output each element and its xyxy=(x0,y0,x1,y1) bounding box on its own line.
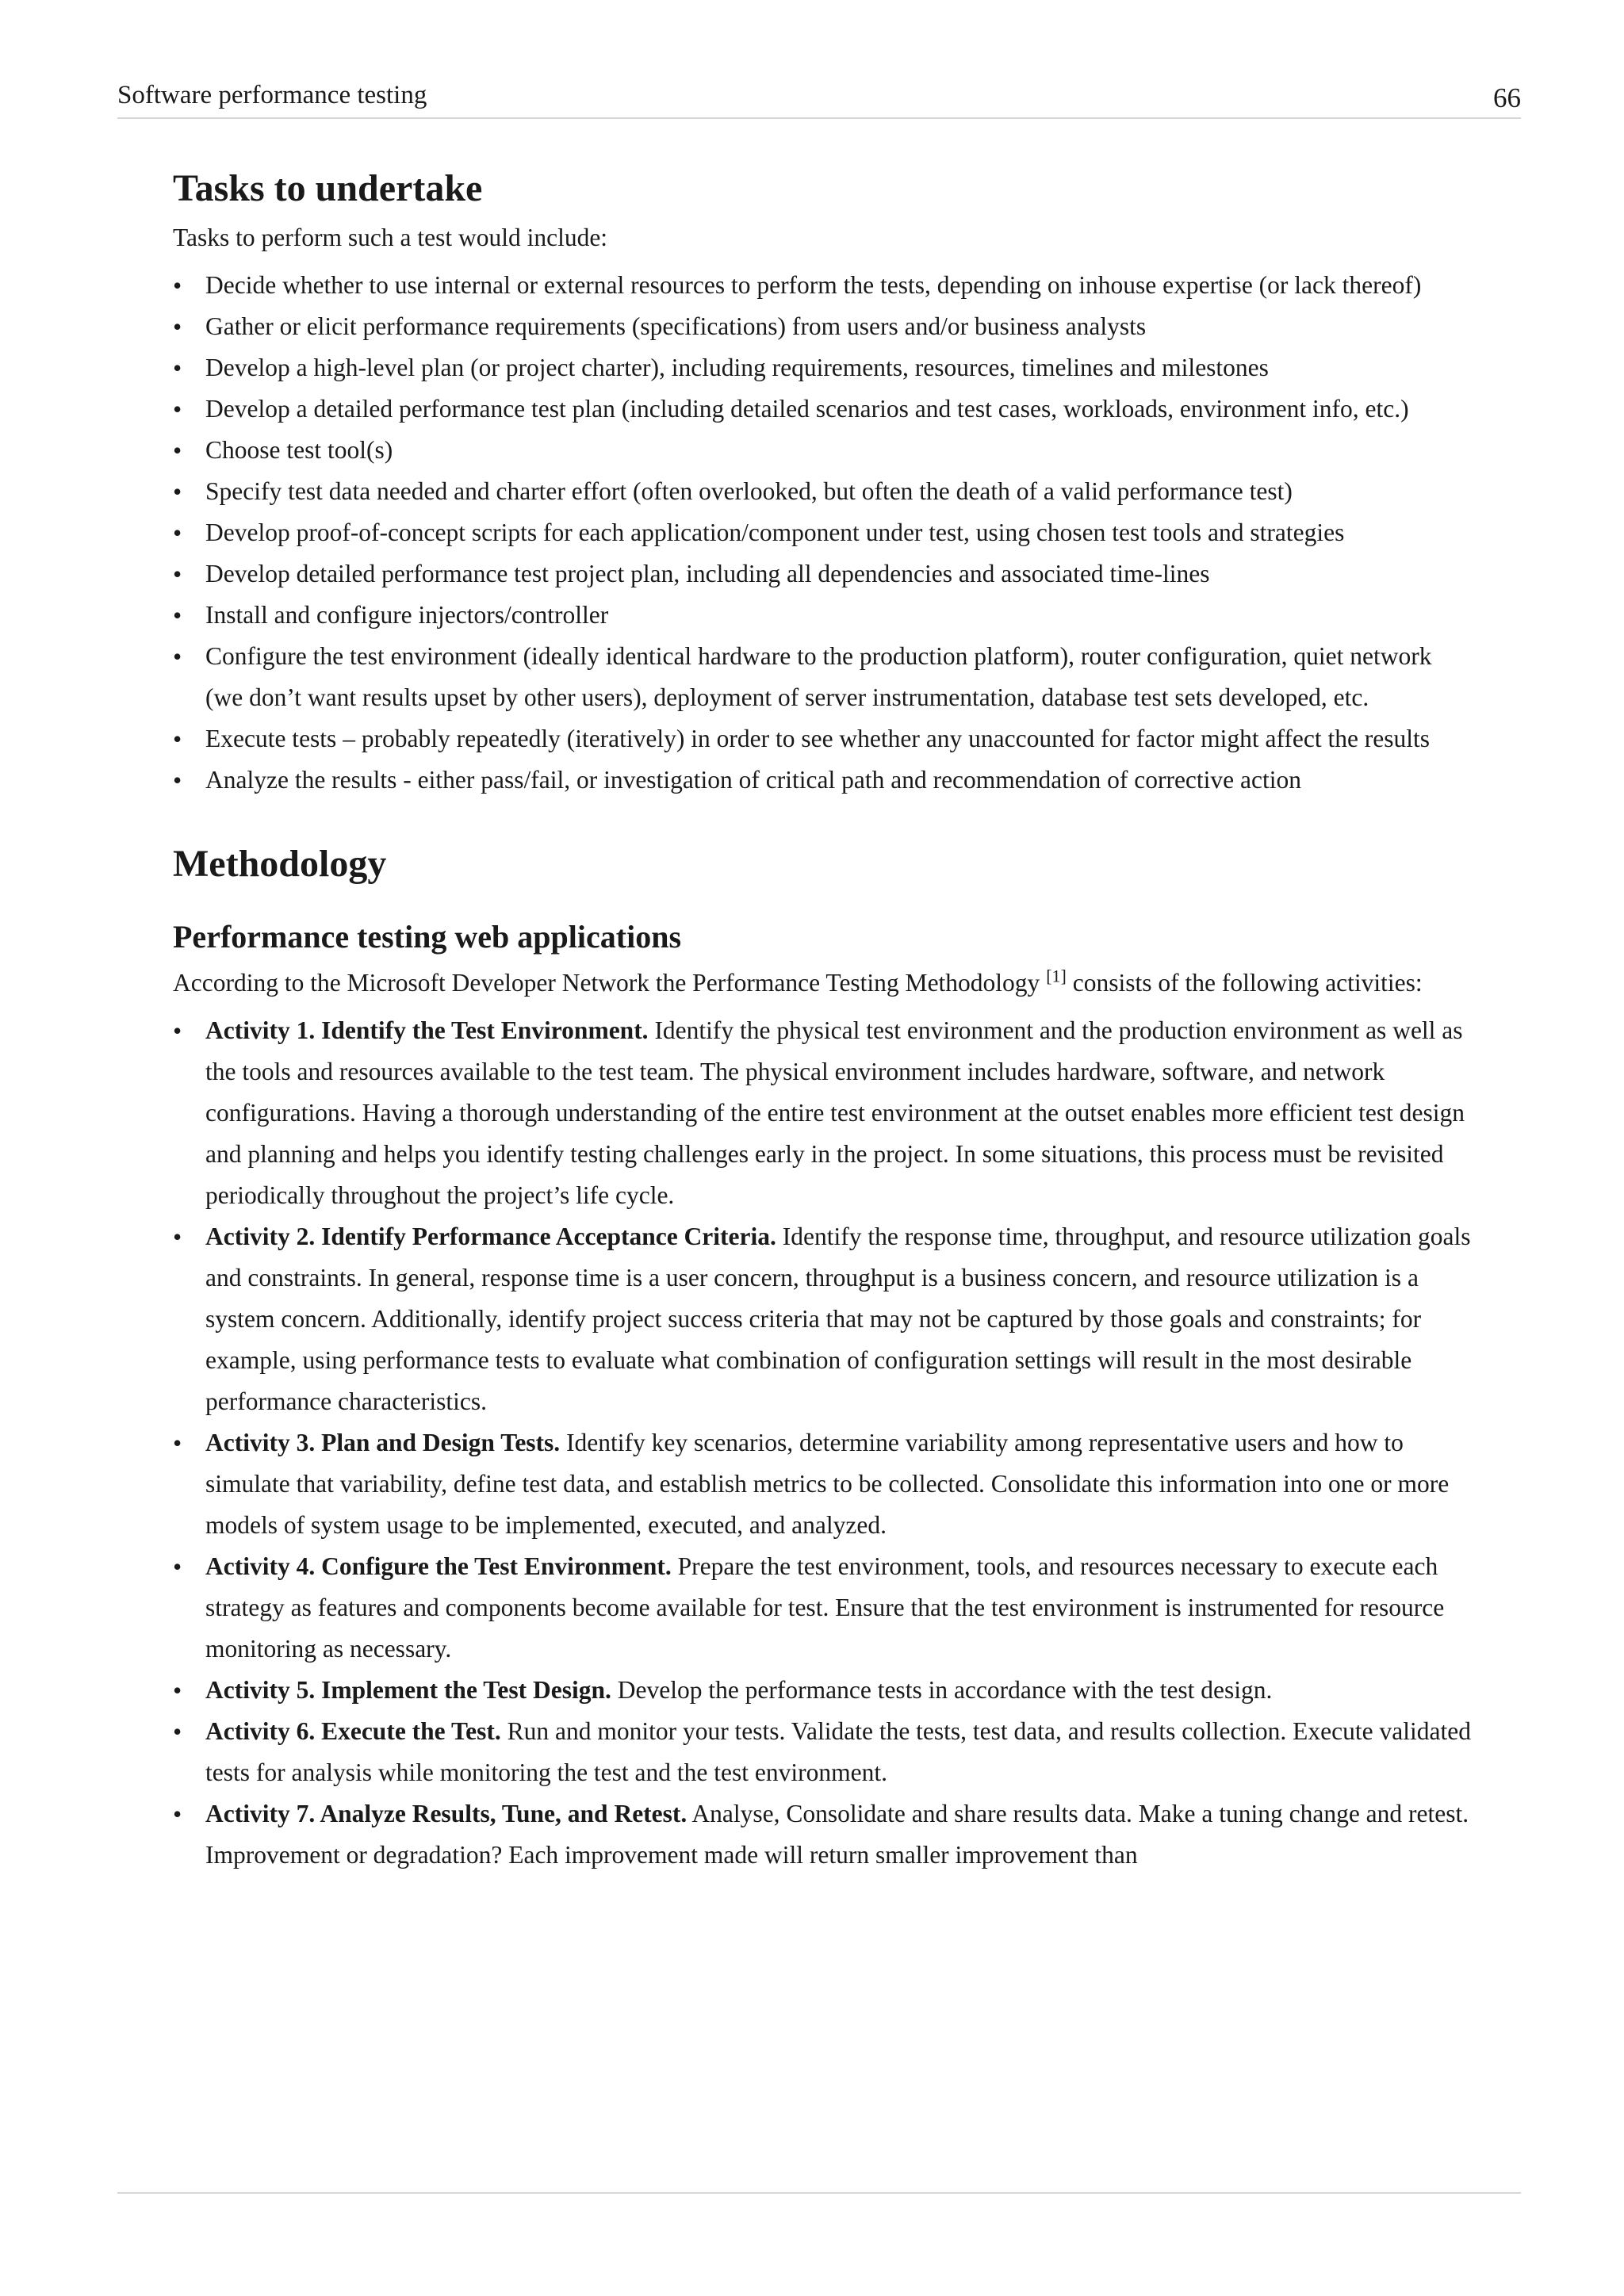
tasks-list xyxy=(173,265,1473,801)
page-content xyxy=(173,163,1473,1876)
activity-description: Run and monitor your tests. Validate the tests, test data, and results collection. Execute validated tests for analysis while monitoring the test and the test environment. xyxy=(205,1717,1471,1786)
methodology-section xyxy=(173,839,1473,1876)
intro-text-before: According to the Microsoft Developer Network the Performance Testing Methodology xyxy=(173,969,1047,997)
activity-item xyxy=(173,1422,1473,1546)
page-number: 66 xyxy=(1493,82,1521,113)
activity-description: Develop the performance tests in accordance with the test design. xyxy=(611,1676,1273,1704)
activity-title: Activity 5. Implement the Test Design. xyxy=(205,1676,611,1704)
activity-item xyxy=(173,1216,1473,1422)
running-title: Software performance testing xyxy=(117,81,427,109)
list-item: • Execute tests – probably repeatedly (iteratively) in order to see whether any unaccounted for factor might affect the results xyxy=(173,718,1473,760)
list-item: • Develop detailed performance test project plan, including all dependencies and associated time-lines xyxy=(173,553,1473,595)
activity-item xyxy=(173,1670,1473,1711)
reference-link[interactable]: [1] xyxy=(1046,966,1067,986)
activity-title: Activity 1. Identify the Test Environment. xyxy=(205,1016,649,1044)
tasks-heading: Tasks to undertake xyxy=(173,167,483,209)
list-item: • Gather or elicit performance requirements (specifications) from users and/or business analysts xyxy=(173,306,1473,347)
activity-item xyxy=(173,1711,1473,1793)
list-item: • Develop a detailed performance test plan (including detailed scenarios and test cases, workloads, environment info, etc.) xyxy=(173,388,1473,430)
activity-title: Activity 3. Plan and Design Tests. xyxy=(205,1429,561,1456)
activity-title: Activity 7. Analyze Results, Tune, and Retest. xyxy=(205,1800,688,1827)
list-item: • Specify test data needed and charter effort (often overlooked, but often the death of a valid performance test) xyxy=(173,471,1473,512)
running-header xyxy=(117,79,1521,119)
list-item: • Analyze the results - either pass/fail, or investigation of critical path and recommendation of corrective action xyxy=(173,760,1473,801)
footer-rule xyxy=(117,2192,1521,2194)
methodology-intro xyxy=(173,962,1473,1004)
activity-title: Activity 6. Execute the Test. xyxy=(205,1717,501,1745)
list-item: • Configure the test environment (ideally identical hardware to the production platform), router configuration, quiet network (we don’t want results upset by other users), deployment of server instrumentation, database test sets developed, etc. xyxy=(173,636,1473,718)
methodology-heading: Methodology xyxy=(173,843,387,885)
activity-title: Activity 4. Configure the Test Environment. xyxy=(205,1552,672,1580)
list-item: • Install and configure injectors/controller xyxy=(173,595,1473,636)
web-applications-subheading: Performance testing web applications xyxy=(173,919,682,955)
list-item: • Decide whether to use internal or external resources to perform the tests, depending on inhouse expertise (or lack thereof) xyxy=(173,265,1473,306)
list-item: • Develop proof-of-concept scripts for each application/component under test, using chosen test tools and strategies xyxy=(173,512,1473,553)
activity-item xyxy=(173,1793,1473,1876)
activity-description: Prepare the test environment, tools, and resources necessary to execute each strategy as features and components become available for test. Ensure that the test environment is instrumented for resource monitoring as necessary. xyxy=(205,1552,1445,1663)
activity-item xyxy=(173,1546,1473,1670)
activities-list xyxy=(173,1010,1473,1876)
tasks-intro: Tasks to perform such a test would include: xyxy=(173,224,608,251)
activity-description: Analyse, Consolidate and share results data. Make a tuning change and retest. Improvement or degradation? Each improvement made will return smaller improvement than xyxy=(205,1800,1469,1869)
list-item: • Develop a high-level plan (or project charter), including requirements, resources, timelines and milestones xyxy=(173,347,1473,388)
tasks-section xyxy=(173,163,1473,801)
activity-description: Identify the physical test environment and the production environment as well as the tools and resources available to the test team. The physical environment includes hardware, software, and network configurations. Having a thorough understanding of the entire test environment at the outset enables more efficient test design and planning and helps you identify testing challenges early in the project. In some situations, this process must be revisited periodically throughout the project’s life cycle. xyxy=(205,1016,1465,1209)
list-item: • Choose test tool(s) xyxy=(173,430,1473,471)
activity-description: Identify the response time, throughput, and resource utilization goals and constraints. In general, response time is a user concern, throughput is a business concern, and resource utilization is a system concern. Additionally, identify project success criteria that may not be captured by those goals and constraints; for example, using performance tests to evaluate what combination of configuration settings will result in the most desirable performance characteristics. xyxy=(205,1223,1471,1415)
activity-item xyxy=(173,1010,1473,1216)
intro-text-after: consists of the following activities: xyxy=(1066,969,1423,997)
activity-title: Activity 2. Identify Performance Acceptance Criteria. xyxy=(205,1223,776,1250)
activity-description: Identify key scenarios, determine variability among representative users and how to simulate that variability, define test data, and establish metrics to be collected. Consolidate this information into one or more models of system usage to be implemented, executed, and analyzed. xyxy=(205,1429,1450,1539)
